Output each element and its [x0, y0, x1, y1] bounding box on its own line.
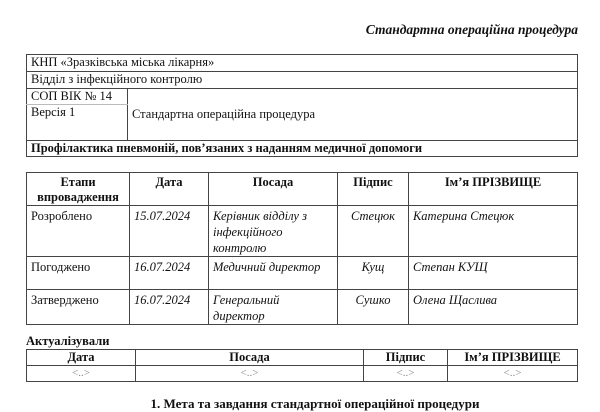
name-cell: Катерина Стецюк — [409, 206, 578, 257]
update-header-row — [27, 350, 578, 366]
sop-number: СОП ВІК № 14 — [27, 89, 128, 105]
position-cell: Медичний директор — [209, 257, 338, 290]
placeholder-cell: <..> — [448, 366, 578, 382]
col-header-name: Ім’я ПРІЗВИЩЕ — [448, 350, 578, 366]
sop-subject: Профілактика пневмоній, пов’язаних з наданням медичної допомоги — [27, 141, 578, 157]
sop-info-table — [26, 54, 578, 157]
col-header-signature: Підпис — [364, 350, 448, 366]
col-header-date: Дата — [130, 173, 209, 206]
document-header-title: Стандартна операційна процедура — [365, 22, 578, 37]
position-cell: Генеральний директор — [209, 290, 338, 325]
stage-cell: Розроблено — [27, 206, 130, 257]
signature-cell: Сушко — [338, 290, 409, 325]
placeholder-cell: <..> — [27, 366, 136, 382]
table-row — [27, 366, 578, 382]
col-header-signature: Підпис — [338, 173, 409, 206]
approval-header-row — [27, 173, 578, 206]
col-header-position: Посада — [136, 350, 364, 366]
organization-name: КНП «Зразківська міська лікарня» — [27, 55, 578, 72]
name-cell: Олена Щаслива — [409, 290, 578, 325]
document-version: Версія 1 — [27, 105, 128, 141]
col-header-name: Ім’я ПРІЗВИЩЕ — [409, 173, 578, 206]
col-header-position: Посада — [209, 173, 338, 206]
stage-cell: Затверджено — [27, 290, 130, 325]
placeholder-cell: <..> — [136, 366, 364, 382]
col-header-stage: Етапи впровадження — [27, 173, 130, 206]
section-heading-1: 1. Мета та завдання стандартної операційної процедури — [150, 396, 480, 411]
update-section-label: Актуалізували — [26, 334, 110, 348]
signature-cell: Кущ — [338, 257, 409, 290]
name-cell: Степан КУЩ — [409, 257, 578, 290]
table-row — [27, 206, 578, 257]
placeholder-cell: <..> — [364, 366, 448, 382]
document-type: Стандартна операційна процедура — [128, 89, 578, 141]
signature-cell: Стецюк — [338, 206, 409, 257]
update-table — [26, 349, 578, 382]
department-name: Відділ з інфекційного контролю — [27, 72, 578, 89]
date-cell: 16.07.2024 — [130, 290, 209, 325]
position-cell: Керівник відділу з інфекційного контролю — [209, 206, 338, 257]
approval-table — [26, 172, 578, 325]
stage-cell: Погоджено — [27, 257, 130, 290]
date-cell: 15.07.2024 — [130, 206, 209, 257]
table-row — [27, 290, 578, 325]
date-cell: 16.07.2024 — [130, 257, 209, 290]
col-header-date: Дата — [27, 350, 136, 366]
table-row — [27, 257, 578, 290]
